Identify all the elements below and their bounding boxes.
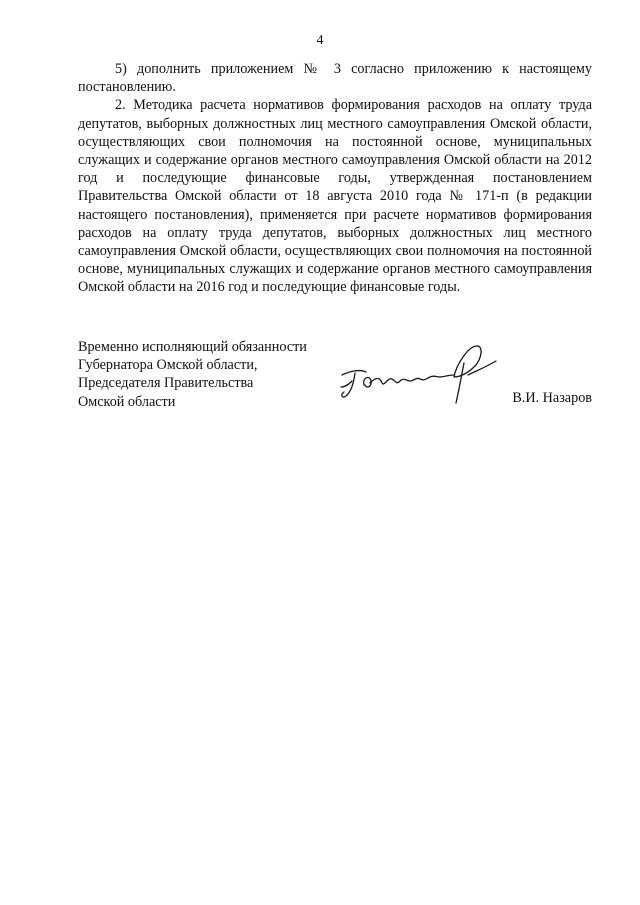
signer-title-line: Временно исполняющий обязанности bbox=[78, 339, 307, 355]
paragraph-methodology: 2. Методика расчета нормативов формирования расходов на оплату труда депутатов, выборных должностных лиц местного самоуправления Омской области, осуществляющих свои полномочия на постоянной основе, муниципальных служащих и содержание органов местного самоуправления Омской области на 2012 год и последующие финансовые годы, утвержденная постановлением Правительства Омской области от 18 августа 2010 года № 171-п (в редакции настоящего постановления), применяется при расчете нормативов формирования расходов на оплату труда депутатов, выборных должностных лиц местного самоуправления Омской области, осуществляющих свои полномочия на постоянной основе, муниципальных служащих и содержание органов местного самоуправления Омской области на 2016 год и последующие финансовые годы. bbox=[78, 97, 592, 296]
signer-title-line: Омской области bbox=[78, 393, 176, 410]
signer-name: В.И. Назаров bbox=[512, 390, 592, 406]
signature-block bbox=[78, 338, 592, 418]
handwritten-signature-icon bbox=[336, 341, 511, 405]
signer-title-line: Губернатора Омской области, bbox=[78, 357, 258, 374]
page-number: 4 bbox=[316, 33, 324, 48]
signer-title bbox=[78, 338, 307, 411]
document-body bbox=[78, 60, 592, 297]
signer-title-line: Председателя Правительства bbox=[78, 375, 254, 392]
paragraph-amendment-item-5: 5) дополнить приложением № 3 согласно приложению к настоящему постановлению. bbox=[78, 61, 592, 96]
